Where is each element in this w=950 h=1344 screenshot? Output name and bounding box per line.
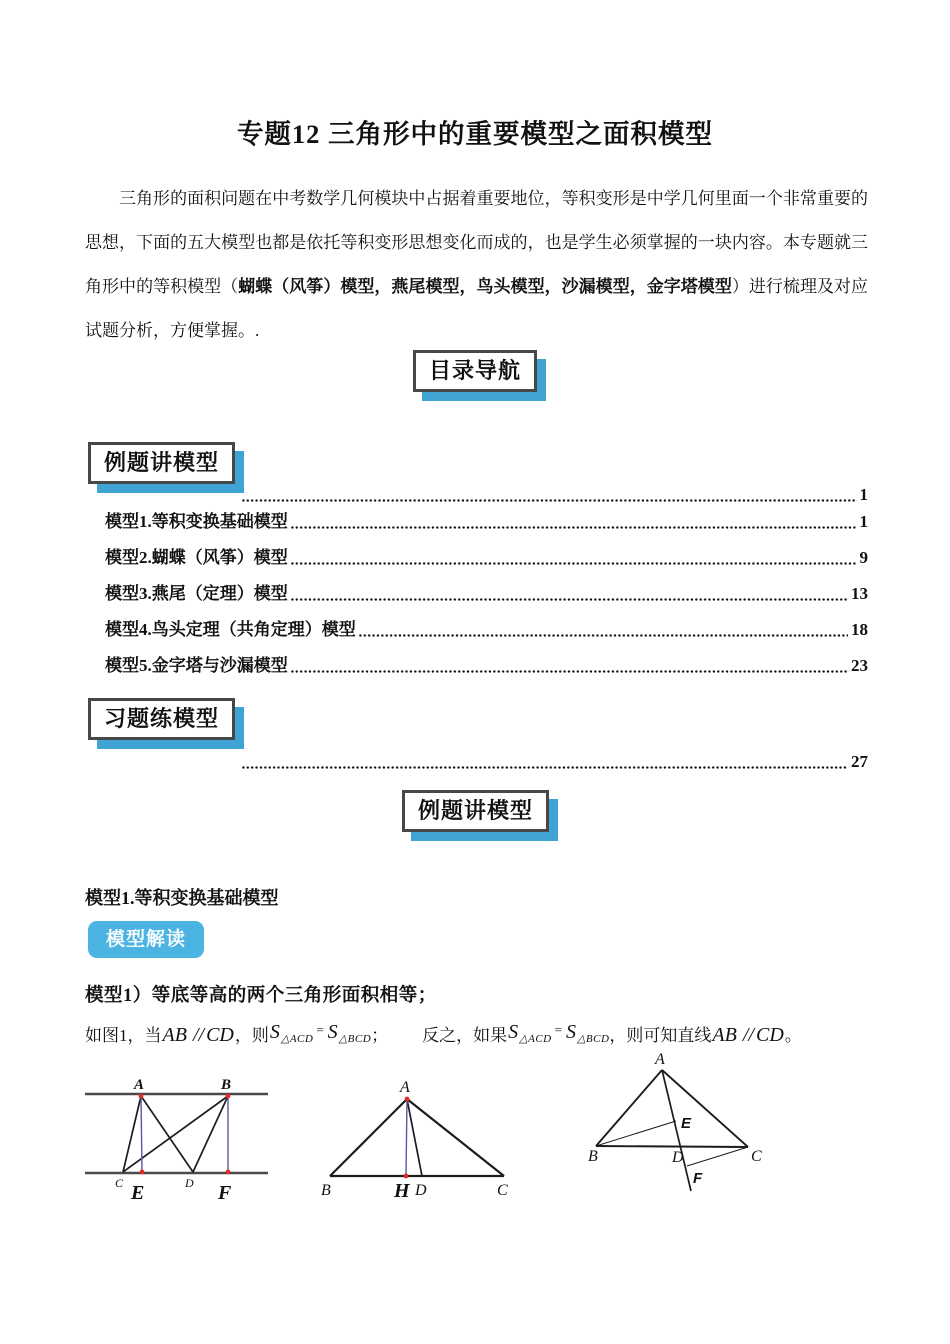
math-ab: AB (712, 1024, 737, 1046)
segment-CF (687, 1147, 748, 1166)
toc-row (85, 751, 868, 773)
edge-BD (193, 1096, 228, 1172)
toc-page-number: 18 (851, 620, 868, 639)
toc-page-number: 1 (859, 485, 868, 504)
toc-row (85, 619, 868, 641)
fig3-label-C: C (751, 1148, 762, 1165)
fig3-label-E: E (681, 1115, 692, 1132)
edge-AB (596, 1070, 662, 1146)
parallel-symbol: // (192, 1024, 205, 1046)
toc-dotted-leader (242, 499, 857, 502)
badge-label: 习题练模型 (104, 706, 220, 731)
edge-AB (330, 1099, 407, 1176)
toc-entry-label: 模型4.鸟头定理（共角定理）模型 (105, 620, 356, 639)
fig2-label-D: D (415, 1182, 427, 1199)
figure-equal-base-parallel-lines (85, 1077, 268, 1204)
badge-label: 例题讲模型 (104, 450, 220, 475)
toc-page-number: 9 (859, 548, 868, 567)
toc-entry-label: 模型5.金字塔与沙漏模型 (105, 656, 288, 675)
toc-page-number: 27 (851, 752, 868, 771)
toc-page-number: 13 (851, 584, 868, 603)
badge-box (402, 790, 549, 832)
parallel-symbol: // (742, 1024, 754, 1046)
toc-dotted-leader (291, 562, 857, 565)
altitude-AH (406, 1099, 407, 1176)
height-AE (141, 1096, 142, 1172)
math-cd: CD (755, 1024, 784, 1046)
badge-box (413, 350, 537, 392)
vertex-dot-B (226, 1094, 231, 1099)
fig1-label-F: F (218, 1182, 232, 1204)
toc-page-number: 23 (851, 656, 868, 675)
intro-line: 三角形的面积问题在中考数学几何模块中占据着重要地位，等积变形是中学几何里面一个非常重要的 (119, 189, 868, 208)
vertex-dot-A (139, 1094, 144, 1099)
badge-box (88, 442, 235, 484)
fig2-label-A: A (400, 1079, 410, 1096)
math-cd: CD (206, 1024, 234, 1046)
page-title: 专题12 三角形中的重要模型之面积模型 (236, 119, 714, 149)
section-heading: 模型1.等积变换基础模型 (85, 888, 279, 908)
toc-page-number: 1 (859, 512, 868, 531)
toc-dotted-leader (291, 670, 848, 673)
badge-examples (88, 442, 235, 484)
intro-line (85, 265, 868, 309)
math-s: S (565, 1021, 576, 1043)
edge-BC (596, 1146, 748, 1147)
fig2-label-C: C (497, 1182, 508, 1199)
math-ab: AB (162, 1024, 187, 1046)
badge-label: 目录导航 (429, 358, 522, 383)
intro-line3-pre: 角形中的等积模型（ (85, 277, 239, 296)
badge-label: 例题讲模型 (418, 798, 534, 823)
toc-dotted-leader (359, 634, 848, 637)
math-sub-acd: △ACD (519, 1033, 552, 1045)
edge-AD (141, 1096, 193, 1172)
statement-prefix: 如图1，当 (85, 1026, 162, 1045)
toc-row (85, 484, 868, 506)
badge-box (88, 698, 235, 740)
toc-entry-label: 模型3.燕尾（定理）模型 (105, 584, 288, 603)
toc-row (85, 547, 868, 569)
fig3-label-D: D (672, 1149, 684, 1166)
equals-sign: = (554, 1022, 562, 1037)
math-s: S (508, 1021, 519, 1043)
fig3-label-F: F (693, 1170, 703, 1187)
fig1-label-B: B (221, 1077, 232, 1093)
fig3-label-A: A (655, 1051, 665, 1068)
model-interpretation-button: 模型解读 (88, 921, 204, 958)
edge-AC (662, 1070, 748, 1147)
figure-triangle-cevian-feet (588, 1051, 762, 1191)
toc-entry-label: 模型1.等积变换基础模型 (105, 512, 288, 531)
equals-sign: = (316, 1022, 324, 1037)
statement-converse-prefix: 反之，如果 (422, 1026, 508, 1045)
badge-toc-nav (413, 350, 537, 392)
fig1-label-E: E (131, 1182, 145, 1204)
toc-row (85, 583, 868, 605)
math-s: S (327, 1021, 338, 1043)
fig1-label-A: A (134, 1077, 145, 1093)
intro-line: 思想，下面的五大模型也都是依托等积变形思想变化而成的，也是学生必须掌握的一块内容。本专题就三 (85, 233, 868, 252)
math-sub-acd: △ACD (280, 1033, 314, 1045)
figure-triangle-altitude (321, 1079, 508, 1202)
vertex-dot-E (140, 1170, 145, 1175)
fig1-label-C: C (115, 1176, 124, 1190)
cevian-AD (407, 1099, 422, 1176)
fig2-label-B: B (321, 1182, 331, 1199)
fig1-label-D: D (185, 1176, 194, 1190)
vertex-dot-A (405, 1097, 410, 1102)
toc-dotted-leader (291, 526, 857, 529)
intro-line: 试题分析，方便掌握。. (85, 321, 260, 340)
statement-then: ，则 (234, 1026, 269, 1045)
intro-line3-models: 蝴蝶（风筝）模型，燕尾模型，鸟头模型，沙漏模型，金字塔模型 (238, 277, 732, 296)
fig2-label-H: H (394, 1180, 410, 1202)
vertex-dot-H (404, 1174, 409, 1179)
toc-entry-label: 模型2.蝴蝶（风筝）模型 (105, 548, 288, 567)
math-sub-bcd: △BCD (576, 1033, 610, 1045)
toc-row (85, 511, 868, 533)
statement-semicolon: ； (371, 1026, 389, 1045)
toc-dotted-leader (242, 766, 848, 769)
toc-row (85, 655, 868, 677)
statement-period: 。 (784, 1026, 802, 1045)
figures-canvas (75, 1048, 880, 1218)
vertex-dot-F (226, 1170, 231, 1175)
math-s: S (269, 1021, 280, 1043)
edge-AC (407, 1099, 504, 1176)
intro-line3-post: ）进行梳理及对应 (731, 277, 868, 296)
fig3-label-B: B (588, 1148, 598, 1165)
toc-dotted-leader (291, 598, 848, 601)
badge-examples-center (402, 790, 549, 832)
math-sub-bcd: △BCD (338, 1033, 372, 1045)
intro-paragraph (85, 177, 868, 353)
model1-statement-title: 模型1）等底等高的两个三角形面积相等； (85, 986, 437, 1006)
statement-converse-mid: ，则可知直线 (609, 1026, 712, 1045)
badge-exercises (88, 698, 235, 740)
